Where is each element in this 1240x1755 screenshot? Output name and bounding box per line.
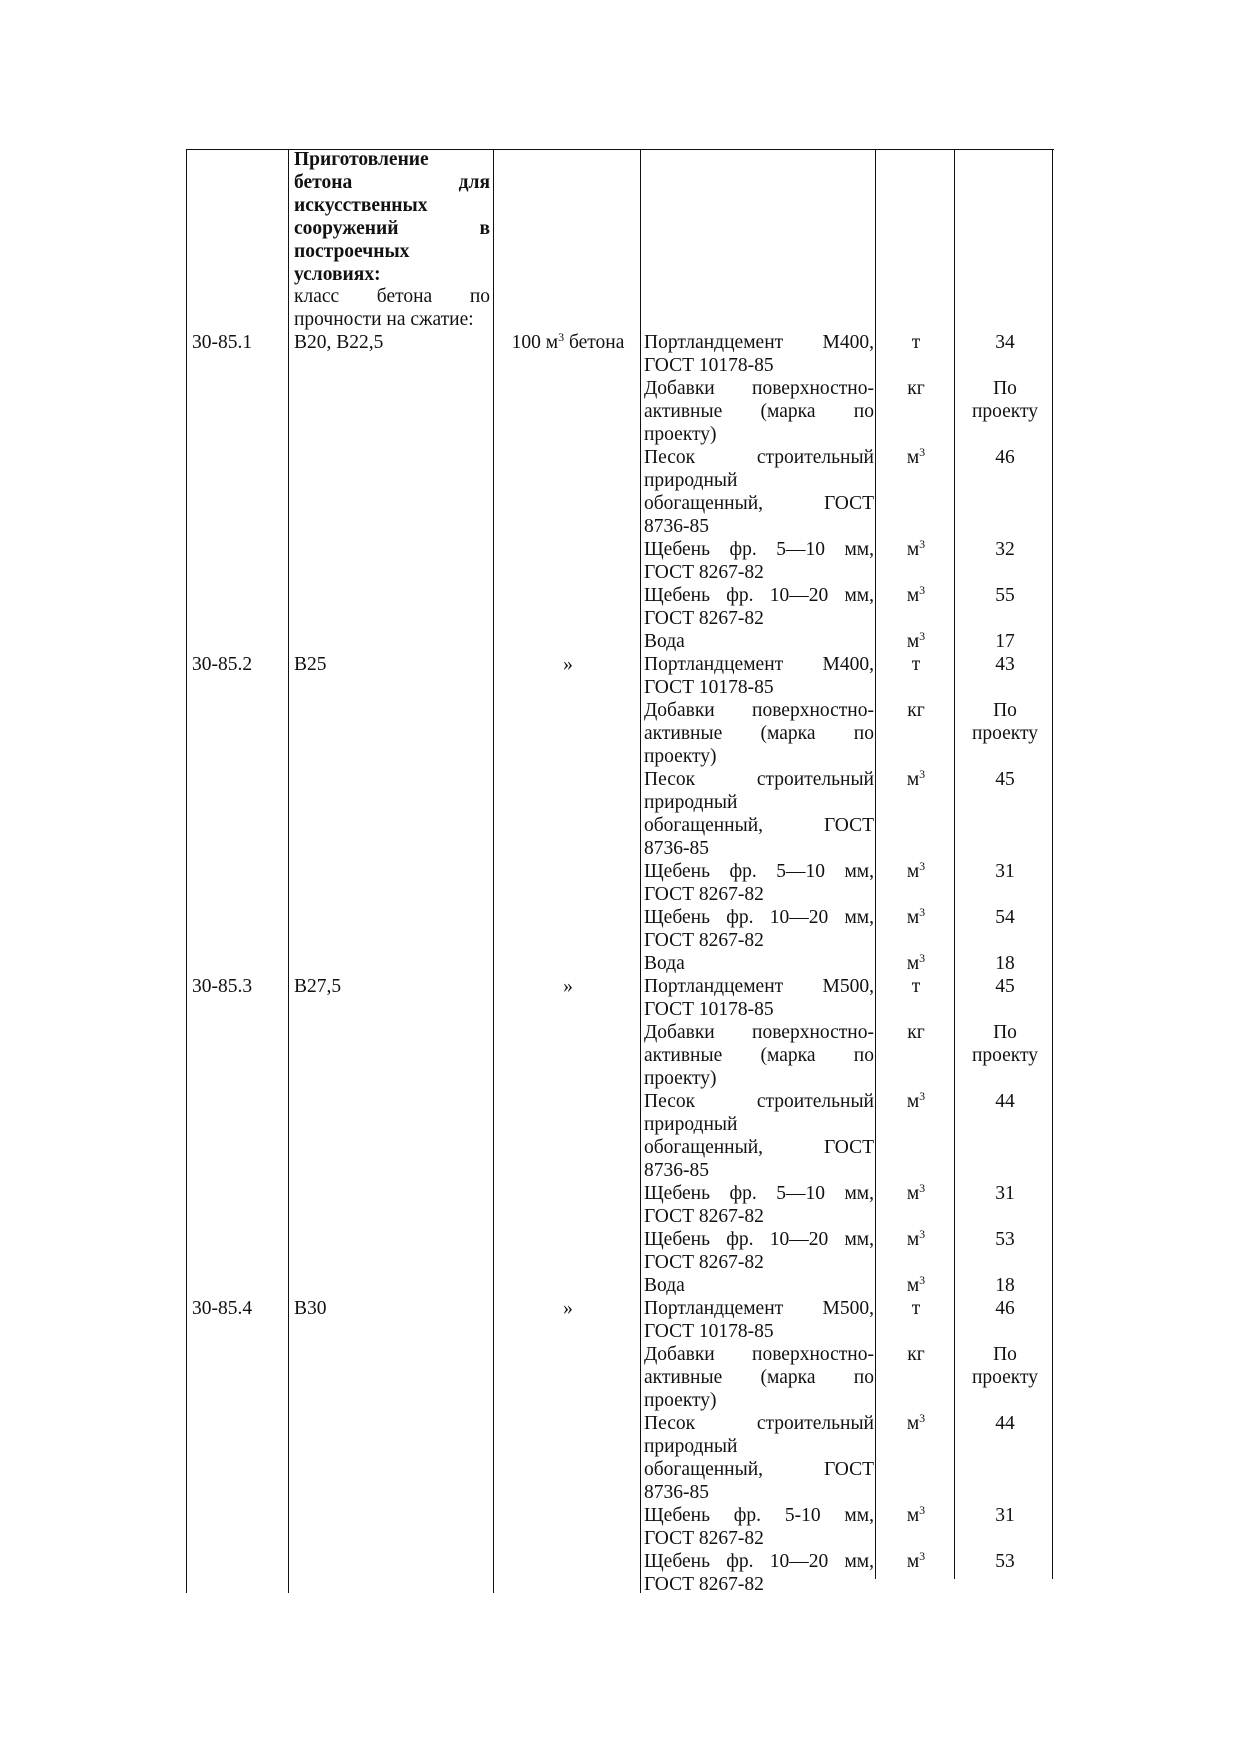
- resource-unit: [878, 1505, 954, 1528]
- qty-line: По: [993, 1022, 1017, 1043]
- resource-additives: [644, 378, 874, 447]
- unit-superscript: 3: [919, 537, 926, 551]
- resource-qty: 31: [995, 1183, 1015, 1204]
- resource-unit: [878, 539, 954, 562]
- resource-unit: кг: [907, 1022, 925, 1043]
- row-code: 30-85.1: [192, 332, 253, 353]
- unit-superscript: 3: [919, 629, 926, 643]
- unit-text: м: [906, 861, 920, 882]
- unit-text: м: [906, 585, 920, 606]
- unit-text: м: [906, 1183, 920, 1204]
- resource-additives: [644, 1022, 874, 1091]
- unit-text: м: [906, 447, 920, 468]
- unit-superscript: 3: [919, 1181, 926, 1195]
- unit-text: м: [906, 769, 920, 790]
- unit-superscript: 3: [919, 445, 926, 459]
- unit-superscript: 3: [919, 1503, 926, 1517]
- resource-sand: [644, 447, 874, 539]
- unit-text: м: [906, 1091, 920, 1112]
- resource-line: обогащенный, ГОСТ: [644, 1136, 874, 1158]
- resource-qty: 54: [995, 907, 1015, 928]
- resource-line: 8736-85: [644, 1481, 709, 1503]
- unit-text: м: [906, 907, 920, 928]
- resource-line: ГОСТ 10178-85: [644, 676, 774, 698]
- resource-line: ГОСТ 10178-85: [644, 354, 774, 376]
- resource-qty: 43: [995, 654, 1015, 675]
- resource-line: Песок строительный: [644, 769, 874, 790]
- resource-gravel-10-20: [644, 585, 874, 631]
- resource-qty: 31: [995, 861, 1015, 882]
- resource-unit: кг: [907, 1344, 925, 1365]
- resource-line: Щебень фр. 10—20 мм,: [644, 907, 874, 928]
- resource-line: Песок строительный: [644, 1091, 874, 1112]
- row-code: 30-85.4: [192, 1298, 253, 1319]
- column-divider: [288, 149, 289, 1593]
- resource-qty: 34: [995, 332, 1015, 353]
- unit-superscript: 3: [919, 905, 926, 919]
- qty-line: По: [993, 700, 1017, 721]
- resource-unit: т: [911, 1298, 921, 1319]
- section-title-line: бетона для: [294, 171, 490, 193]
- unit-superscript: 3: [919, 1089, 926, 1103]
- resource-cement: [644, 976, 874, 1022]
- unit-text: м: [906, 539, 920, 560]
- resource-unit: т: [911, 654, 921, 675]
- unit-superscript: 3: [919, 767, 926, 781]
- resource-unit: [878, 953, 954, 976]
- section-subtitle: [294, 286, 490, 332]
- resource-line: ГОСТ 8267-82: [644, 1527, 764, 1549]
- resource-unit: [878, 631, 954, 654]
- resource-qty: 55: [995, 585, 1015, 606]
- resource-qty: [956, 1022, 1054, 1068]
- resource-water: Вода: [644, 953, 685, 974]
- resource-line: ГОСТ 8267-82: [644, 883, 764, 905]
- column-divider: [493, 149, 494, 1593]
- resource-unit: т: [911, 976, 921, 997]
- resource-unit: [878, 1229, 954, 1252]
- qty-line: проекту: [971, 1366, 1039, 1388]
- column-divider: [186, 149, 187, 1593]
- resource-gravel-5-10: [644, 861, 874, 907]
- resource-line: активные (марка по: [644, 1044, 874, 1066]
- row-unit: »: [563, 1298, 573, 1319]
- resource-gravel-5-10: [644, 1183, 874, 1229]
- resource-line: ГОСТ 8267-82: [644, 1251, 764, 1273]
- unit-text: м: [906, 953, 920, 974]
- unit-text: м: [906, 1413, 920, 1434]
- resource-qty: 31: [995, 1505, 1015, 1526]
- resource-cement: [644, 1298, 874, 1344]
- section-title-line: искусственных: [294, 194, 428, 216]
- resource-qty: 53: [995, 1229, 1015, 1250]
- section-subtitle-line: класс бетона по: [294, 286, 490, 307]
- row-code: 30-85.3: [192, 976, 253, 997]
- resource-line: ГОСТ 8267-82: [644, 607, 764, 629]
- resource-line: обогащенный, ГОСТ: [644, 1458, 874, 1480]
- resource-sand: [644, 1091, 874, 1183]
- resource-additives: [644, 1344, 874, 1413]
- section-title-line: Приготовление: [294, 149, 429, 170]
- resource-unit: [878, 1413, 954, 1436]
- resource-sand: [644, 769, 874, 861]
- resource-unit: [878, 585, 954, 608]
- resource-line: ГОСТ 8267-82: [644, 561, 764, 583]
- resource-cement: [644, 332, 874, 378]
- qty-line: проекту: [971, 1044, 1039, 1066]
- resource-line: ГОСТ 10178-85: [644, 998, 774, 1020]
- row-concrete-class: В30: [294, 1298, 327, 1319]
- resource-line: природный: [644, 1435, 738, 1457]
- resource-line: проекту): [644, 423, 717, 445]
- resource-unit: [878, 861, 954, 884]
- resource-line: ГОСТ 8267-82: [644, 1205, 764, 1227]
- resource-unit: т: [911, 332, 921, 353]
- resource-unit: кг: [907, 700, 925, 721]
- resource-line: Добавки поверхностно-: [644, 1022, 874, 1043]
- resource-line: 8736-85: [644, 515, 709, 537]
- resource-line: Щебень фр. 5—10 мм,: [644, 1183, 874, 1204]
- resource-unit: [878, 1275, 954, 1298]
- resource-line: ГОСТ 8267-82: [644, 1573, 764, 1595]
- column-divider: [875, 149, 876, 1579]
- unit-superscript: 3: [919, 1549, 926, 1563]
- row-concrete-class: В27,5: [294, 976, 342, 997]
- resource-qty: 44: [995, 1413, 1015, 1434]
- resource-additives: [644, 700, 874, 769]
- resource-unit: [878, 1091, 954, 1114]
- resource-qty: 46: [995, 1298, 1015, 1319]
- resource-qty: 44: [995, 1091, 1015, 1112]
- resource-qty: [956, 1344, 1054, 1390]
- column-divider: [640, 149, 641, 1593]
- resource-unit: кг: [907, 378, 925, 399]
- resource-line: ГОСТ 10178-85: [644, 1320, 774, 1342]
- resource-gravel-10-20: [644, 907, 874, 953]
- unit-text: м: [906, 631, 920, 652]
- unit-superscript: 3: [919, 1273, 926, 1287]
- unit-superscript: 3: [919, 951, 926, 965]
- resource-line: проекту): [644, 1389, 717, 1411]
- section-title-line: сооружений в: [294, 217, 490, 239]
- resource-line: 8736-85: [644, 837, 709, 859]
- resource-line: 8736-85: [644, 1159, 709, 1181]
- unit-text: 100 $м^3$ бетона: [511, 330, 625, 353]
- resource-line: Песок строительный: [644, 1413, 874, 1434]
- unit-text: м: [906, 1229, 920, 1250]
- resource-water: Вода: [644, 631, 685, 652]
- unit-superscript: 3: [919, 1227, 926, 1241]
- resource-unit: [878, 447, 954, 470]
- unit-text: м: [906, 1551, 920, 1572]
- resource-line: Добавки поверхностно-: [644, 378, 874, 399]
- resource-unit: [878, 1551, 954, 1574]
- row-concrete-class: В20, В22,5: [294, 332, 384, 353]
- unit-superscript: 3: [919, 1411, 926, 1425]
- qty-line: По: [993, 1344, 1017, 1365]
- resource-line: природный: [644, 469, 738, 491]
- section-title: [294, 149, 490, 286]
- resource-qty: 45: [995, 976, 1015, 997]
- resource-sand: [644, 1413, 874, 1505]
- resource-gravel-10-20: [644, 1551, 874, 1597]
- resource-qty: [956, 378, 1054, 424]
- resource-gravel-5-10: [644, 539, 874, 585]
- resource-line: активные (марка по: [644, 722, 874, 744]
- resource-line: Щебень фр. 5-10 мм,: [644, 1505, 874, 1526]
- resource-water: Вода: [644, 1275, 685, 1296]
- resource-line: Песок строительный: [644, 447, 874, 468]
- resource-line: Портландцемент М400,: [644, 332, 874, 353]
- column-divider: [954, 149, 955, 1579]
- section-title-line: построечных: [294, 240, 410, 262]
- row-unit: [496, 332, 640, 355]
- qty-line: проекту: [971, 722, 1039, 744]
- row-code: 30-85.2: [192, 654, 253, 675]
- resource-gravel-10-20: [644, 1229, 874, 1275]
- resource-line: обогащенный, ГОСТ: [644, 814, 874, 836]
- resource-line: активные (марка по: [644, 1366, 874, 1388]
- resource-qty: 17: [995, 631, 1015, 652]
- resource-line: Портландцемент М500,: [644, 1298, 874, 1319]
- unit-superscript: 3: [919, 859, 926, 873]
- resource-unit: [878, 907, 954, 930]
- resource-cement: [644, 654, 874, 700]
- section-title-line: условиях:: [294, 263, 381, 285]
- resource-line: Щебень фр. 10—20 мм,: [644, 1229, 874, 1250]
- row-unit: »: [563, 654, 573, 675]
- resource-line: ГОСТ 8267-82: [644, 929, 764, 951]
- resource-qty: 18: [995, 1275, 1015, 1296]
- resource-line: активные (марка по: [644, 400, 874, 422]
- row-unit: »: [563, 976, 573, 997]
- unit-text: м: [906, 1275, 920, 1296]
- resource-line: проекту): [644, 1067, 717, 1089]
- resource-qty: 45: [995, 769, 1015, 790]
- row-concrete-class: В25: [294, 654, 327, 675]
- resource-unit: [878, 1183, 954, 1206]
- resource-line: Щебень фр. 10—20 мм,: [644, 1551, 874, 1572]
- resource-line: Щебень фр. 5—10 мм,: [644, 539, 874, 560]
- resource-qty: [956, 700, 1054, 746]
- resource-line: природный: [644, 1113, 738, 1135]
- unit-text: м: [906, 1505, 920, 1526]
- qty-line: проекту: [971, 400, 1039, 422]
- resource-line: проекту): [644, 745, 717, 767]
- resource-qty: 32: [995, 539, 1015, 560]
- qty-line: По: [993, 378, 1017, 399]
- resource-line: обогащенный, ГОСТ: [644, 492, 874, 514]
- section-subtitle-line: прочности на сжатие:: [294, 308, 474, 330]
- resource-line: Щебень фр. 5—10 мм,: [644, 861, 874, 882]
- resource-line: Добавки поверхностно-: [644, 1344, 874, 1365]
- norms-table: [186, 149, 1054, 1593]
- resource-line: Щебень фр. 10—20 мм,: [644, 585, 874, 606]
- unit-superscript: 3: [919, 583, 926, 597]
- resource-line: Портландцемент М400,: [644, 654, 874, 675]
- resource-line: Добавки поверхностно-: [644, 700, 874, 721]
- resource-qty: 46: [995, 447, 1015, 468]
- resource-gravel-5-10: [644, 1505, 874, 1551]
- resource-unit: [878, 769, 954, 792]
- resource-qty: 18: [995, 953, 1015, 974]
- resource-line: природный: [644, 791, 738, 813]
- resource-line: Портландцемент М500,: [644, 976, 874, 997]
- resource-qty: 53: [995, 1551, 1015, 1572]
